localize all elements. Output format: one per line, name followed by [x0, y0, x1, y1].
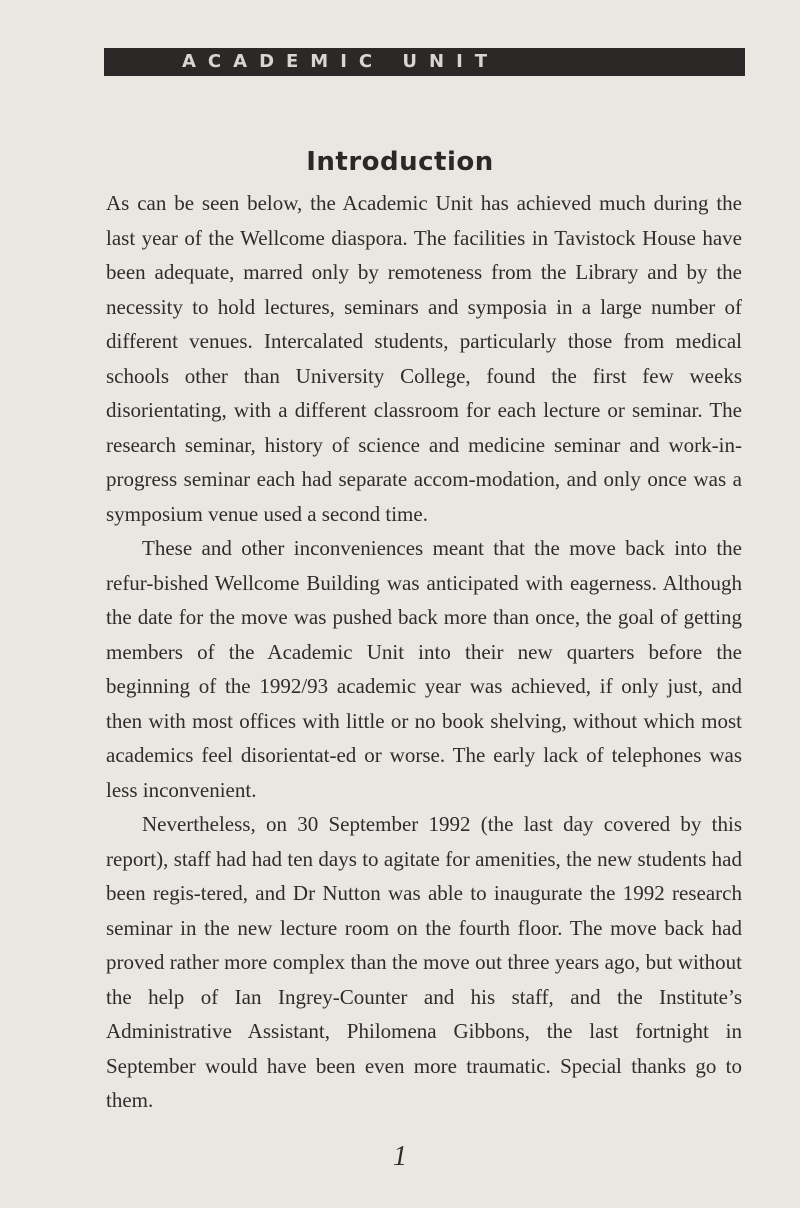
paragraph-2: These and other inconveniences meant that the move back into the refur-bished Wellcome Building was anticipated with eagerness. Although the date for the move was pushed back more than once, the goal of getting members of the Academic Unit into their new quarters before the beginning of the 1992/93 academic year was achieved, if only just, and then with most offices with little or no book shelving, without which most academics feel disorientat-ed or worse. The early lack of telephones was less inconvenient.: [106, 536, 742, 802]
running-header-title: ACADEMIC UNIT: [182, 51, 500, 72]
section-title: Introduction: [306, 147, 494, 177]
paragraph-3: Nevertheless, on 30 September 1992 (the last day covered by this report), staff had had ten days to agitate for amenities, the new students had been regis-tered, and Dr Nutton was able to inaugurate the 1992 research seminar in the new lecture room on the fourth floor. The move back had proved rather more complex than the move out three years ago, but without the help of Ian Ingrey-Counter and his staff, and the Institute’s Administrative Assistant, Philomena Gibbons, the last fortnight in September would have been even more traumatic. Special thanks go to them.: [106, 812, 742, 1112]
paragraph-1: As can be seen below, the Academic Unit has achieved much during the last year of the Wellcome diaspora. The facilities in Tavistock House have been adequate, marred only by remoteness from the Library and by the necessity to hold lectures, seminars and symposia in a large number of different venues. Intercalated students, particularly those from medical schools other than University College, found the first few weeks disorientating, with a different classroom for each lecture or seminar. The research seminar, history of science and medicine seminar and work-in-progress seminar each had separate accom-modation, and only once was a symposium venue used a second time.: [106, 191, 742, 526]
page-number: 1: [393, 1141, 407, 1172]
running-header-bar: [104, 48, 745, 76]
body-text: [106, 186, 742, 1118]
